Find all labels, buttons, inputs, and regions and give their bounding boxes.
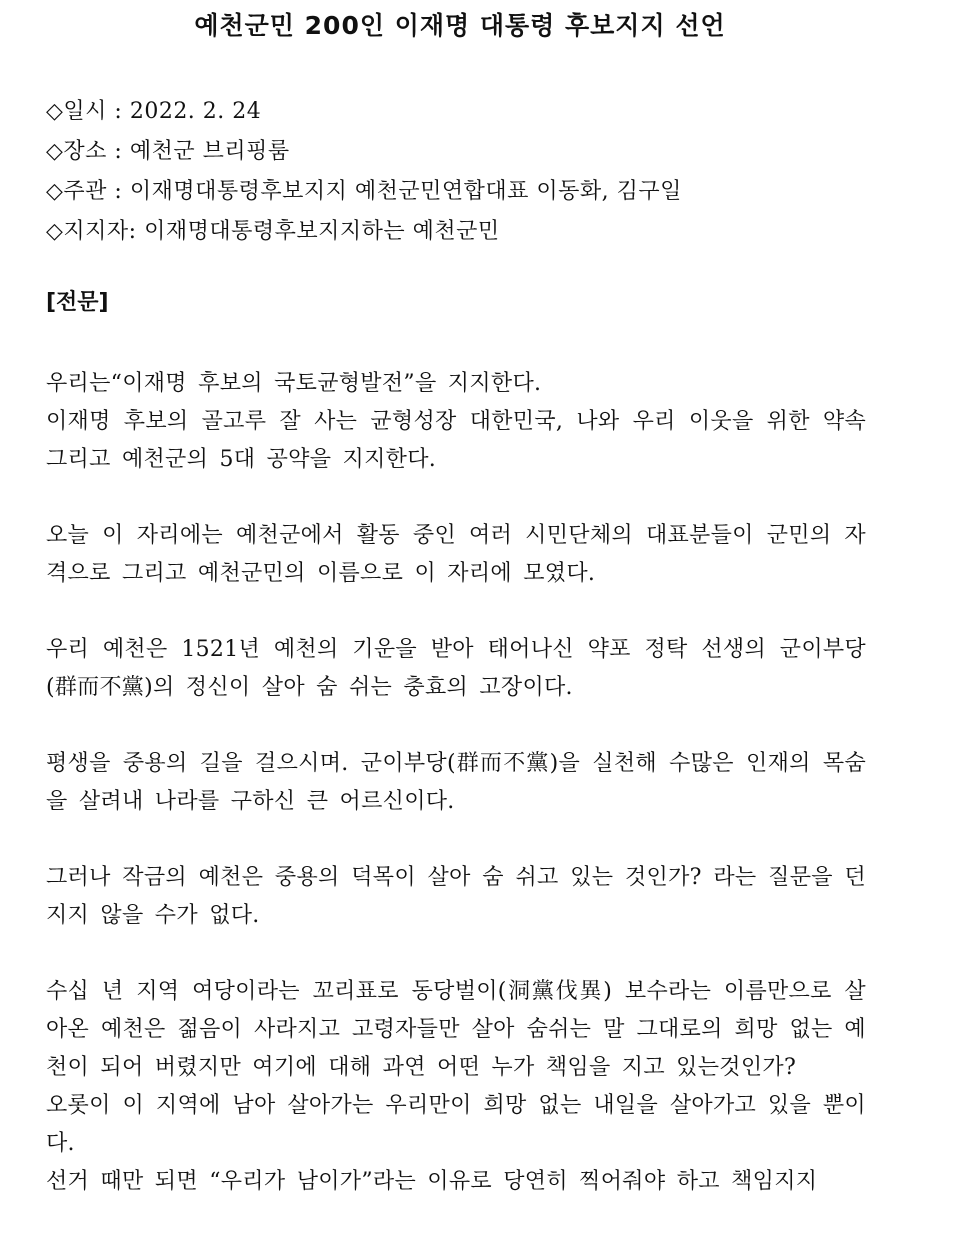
paragraph-line: 오늘 이 자리에는 예천군에서 활동 중인 여러 시민단체의 대표분들이 군민의 자격으로 그리고 예천군민의 이름으로 이 자리에 모였다. xyxy=(46,523,866,586)
paragraph-2 xyxy=(46,517,866,593)
section-heading: [전문] xyxy=(46,290,109,315)
event-supporters: ◇지지자: 이재명대통령후보지지하는 예천군민 xyxy=(46,219,500,244)
paragraph-4 xyxy=(46,745,866,821)
paragraph-line: 평생을 중용의 길을 걸으시며. 군이부당(群而不黨)을 실천해 수많은 인재의 목숨을 살려내 나라를 구하신 큰 어르신이다. xyxy=(46,751,866,814)
paragraph-line: 이재명 후보의 골고루 잘 사는 균형성장 대한민국, 나와 우리 이웃을 위한 약속 그리고 예천군의 5대 공약을 지지한다. xyxy=(46,409,866,472)
event-host: ◇주관 : 이재명대통령후보지지 예천군민연합대표 이동화, 김구일 xyxy=(46,179,682,204)
paragraph-line: 그러나 작금의 예천은 중용의 덕목이 살아 숨 쉬고 있는 것인가? 라는 질문을 던지지 않을 수가 없다. xyxy=(46,865,866,928)
paragraph-6 xyxy=(46,973,866,1201)
paragraph-1 xyxy=(46,365,866,479)
paragraph-line: 선거 때만 되면 “우리가 남이가”라는 이유로 당연히 찍어줘야 하고 책임지지 xyxy=(46,1169,818,1194)
document-title: 예천군민 200인 이재명 대통령 후보지지 선언 xyxy=(194,11,726,40)
event-date: ◇일시 : 2022. 2. 24 xyxy=(46,99,262,124)
paragraph-line: 우리는“이재명 후보의 국토균형발전”을 지지한다. xyxy=(46,371,542,396)
paragraph-line: 수십 년 지역 여당이라는 꼬리표로 동당벌이(洞黨伐異) 보수라는 이름만으로 살아온 예천은 젊음이 사라지고 고령자들만 살아 숨쉬는 말 그대로의 희망 없는 예천이 되어 버렸지만 여기에 대해 과연 어떤 누가 책임을 지고 있는것인가? xyxy=(46,979,866,1080)
paragraph-3 xyxy=(46,631,866,707)
paragraph-line: 우리 예천은 1521년 예천의 기운을 받아 태어나신 약포 정탁 선생의 군이부당(群而不黨)의 정신이 살아 숨 쉬는 충효의 고장이다. xyxy=(46,637,866,700)
event-place: ◇장소 : 예천군 브리핑룸 xyxy=(46,139,290,164)
paragraph-line: 오롯이 이 지역에 남아 살아가는 우리만이 희망 없는 내일을 살아가고 있을 뿐이다. xyxy=(46,1093,866,1156)
event-info xyxy=(46,92,682,252)
paragraph-5 xyxy=(46,859,866,935)
